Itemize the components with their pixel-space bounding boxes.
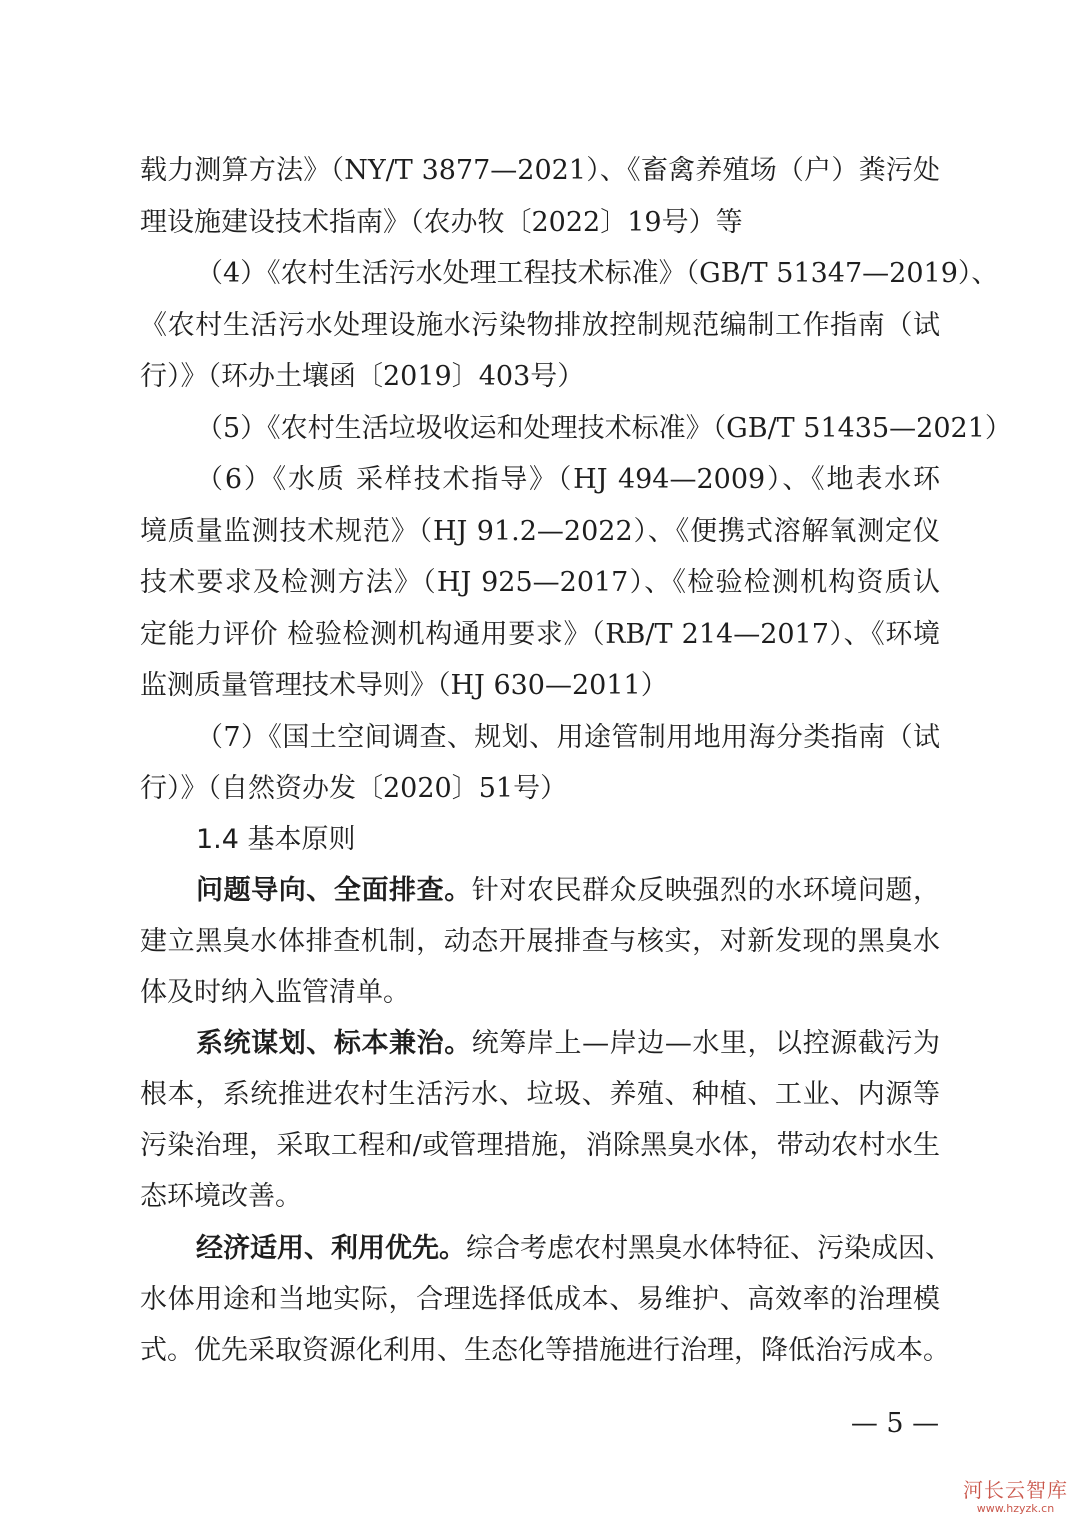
text-line: 理设施建设技术指南》（农办牧〔2022〕19号）等 <box>140 207 743 238</box>
principle-title: 经济适用、利用优先。 <box>196 1233 466 1264</box>
page-number: — 5 — <box>850 1408 940 1439</box>
text-line: （5）《农村生活垃圾收运和处理技术标准》（GB/T 51435—2021） <box>196 413 1012 444</box>
text-line: （6）《水质 采样技术指导》（HJ 494—2009）、《地表水环 <box>196 464 940 495</box>
watermark-url: www.hzyzk.cn <box>976 1502 1055 1515</box>
text-line: 《农村生活污水处理设施水污染物排放控制规范编制工作指南（试 <box>140 310 940 341</box>
text-line: 污染治理，采取工程和/或管理措施，消除黑臭水体，带动农村水生 <box>140 1130 940 1161</box>
text-line: 定能力评价 检验检测机构通用要求》（RB/T 214—2017）、《环境 <box>140 619 940 650</box>
text-line: 监测质量管理技术导则》（HJ 630—2011） <box>140 670 668 701</box>
text-line: 体及时纳入监管清单。 <box>140 977 410 1008</box>
principle-text: 统筹岸上—岸边—水里，以控源截污为 <box>471 1028 941 1059</box>
principle-text: 综合考虑农村黑臭水体特征、污染成因、 <box>466 1233 952 1264</box>
text-line: 行）》（环办土壤函〔2019〕403号） <box>140 361 585 392</box>
section-heading: 1.4 基本原则 <box>196 824 356 855</box>
principle-first-line <box>196 871 940 911</box>
principle-first-line <box>196 1024 940 1064</box>
text-line: 载力测算方法》（NY/T 3877—2021）、《畜禽养殖场（户）粪污处 <box>140 155 940 186</box>
text-line: 境质量监测技术规范》（HJ 91.2—2022）、《便携式溶解氧测定仪 <box>140 516 940 547</box>
text-line: （7）《国土空间调查、规划、用途管制用地用海分类指南（试 <box>196 722 940 753</box>
watermark-logo <box>963 1478 1068 1516</box>
principle-title: 系统谋划、标本兼治。 <box>196 1028 472 1059</box>
principle-first-line <box>196 1229 952 1269</box>
watermark-title: 河长云智库 <box>963 1478 1068 1502</box>
text-line: （4）《农村生活污水处理工程技术标准》（GB/T 51347—2019）、 <box>196 258 999 289</box>
text-line: 技术要求及检测方法》（HJ 925—2017）、《检验检测机构资质认 <box>140 567 940 598</box>
text-line: 根本，系统推进农村生活污水、垃圾、养殖、种植、工业、内源等 <box>140 1079 940 1110</box>
text-line: 行）》（自然资办发〔2020〕51号） <box>140 773 568 804</box>
text-line: 态环境改善。 <box>140 1181 302 1212</box>
text-line: 式。优先采取资源化利用、生态化等措施进行治理，降低治污成本。 <box>140 1335 950 1366</box>
text-line: 水体用途和当地实际，合理选择低成本、易维护、高效率的治理模 <box>140 1284 940 1315</box>
principle-text: 针对农民群众反映强烈的水环境问题， <box>471 875 941 906</box>
principle-title: 问题导向、全面排查。 <box>196 875 472 906</box>
text-line: 建立黑臭水体排查机制，动态开展排查与核实，对新发现的黑臭水 <box>140 926 940 957</box>
